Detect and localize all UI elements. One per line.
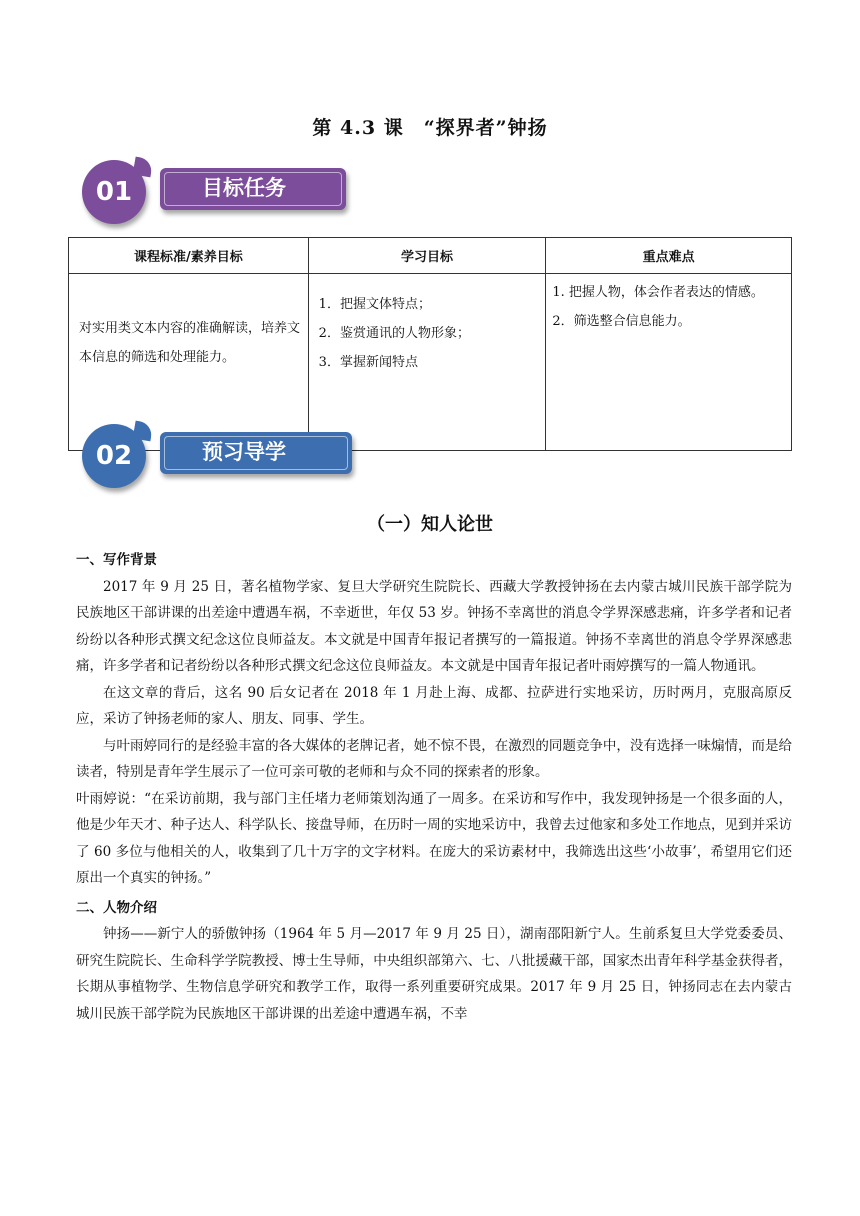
- background-paragraph: 2017 年 9 月 25 日，著名植物学家、复旦大学研究生院院长、西藏大学教授钟扬在去内蒙古城川民族干部学院为民族地区干部讲课的出差途中遭遇车祸，不幸逝世，年仅 53 岁。钟扬不幸离世的消息令学界深感悲痛，许多学者和记者纷纷以各种形式撰文纪念这位良师益友。本文就是中国青年报记者撰写的一篇报道。钟扬不幸离世的消息令学界深感悲痛，许多学者和记者纷纷以各种形式撰文纪念这位良师益友。本文就是中国青年报记者叶雨婷撰写的一篇人物通讯。: [76, 578, 792, 674]
- profile-paragraph: 钟扬——新宁人的骄傲钟扬（1964 年 5 月—2017 年 9 月 25 日），湖南邵阳新宁人。生前系复旦大学党委委员、研究生院院长、生命科学学院教授、博士生导师，中央组织部第六、七、八批援藏干部，国家杰出青年科学基金获得者，长期从事植物学、生物信息学研究和教学工作，取得一系列重要研究成果。2017 年 9 月 25 日，钟扬同志在去内蒙古城川民族干部学院为民族地区干部讲课的出差途中遭遇车祸，不幸: [76, 926, 792, 1022]
- background-paragraph: 在这文章的背后，这名 90 后女记者在 2018 年 1 月赴上海、成都、拉萨进行实地采访，历时两月，克服高原反应，采访了钟扬老师的家人、朋友、同事、学生。: [76, 684, 792, 727]
- background-paragraph: 叶雨婷说：“在采访前期，我与部门主任堵力老师策划沟通了一周多。在采访和写作中，我发现钟扬是一个很多面的人，他是少年天才、种子达人、科学队长、接盘导师，在历时一周的实地采访中，我曾去过他家和多处工作地点，见到并采访了 60 多位与他相关的人，收集到了几十万字的文字材料。在庞大的采访素材中，我筛选出这些‘小故事’，希望用它们还原出一个真实的钟扬。”: [76, 790, 792, 886]
- learning-goal-item: 2．鉴赏通讯的人物形象；: [318, 326, 470, 341]
- table-header-learning-goals: 学习目标: [308, 238, 546, 274]
- page-title: 第 4.3 课 “探界者”钟扬: [312, 117, 548, 139]
- background-paragraph: 与叶雨婷同行的是经验丰富的各大媒体的老牌记者，她不惊不畏，在激烈的同题竞争中，没有选择一味煽情，而是给读者，特别是青年学生展示了一位可亲可敬的老师和与众不同的探索者的形象。: [76, 737, 792, 780]
- background-heading: 一、写作背景: [76, 552, 157, 568]
- table-header-standard: 课程标准/素养目标: [69, 238, 309, 274]
- learning-goal-item: 1．把握文体特点；: [318, 297, 431, 312]
- profile-heading: 二、人物介绍: [76, 899, 157, 916]
- main-content: [76, 547, 792, 1027]
- goal-table: [68, 237, 792, 451]
- table-cell-learning-goals: [308, 274, 546, 451]
- learning-goal-item: 3．掌握新闻特点: [318, 355, 418, 370]
- banner-number: 01: [95, 177, 133, 207]
- banner-label: 目标任务: [160, 168, 346, 210]
- section-subtitle: （一）知人论世: [367, 514, 493, 535]
- table-cell-key-points: [546, 274, 792, 451]
- key-point-item: 2．筛选整合信息能力。: [552, 314, 691, 329]
- banner-number: 02: [95, 441, 133, 471]
- key-point-item: 1. 把握人物，体会作者表达的情感。: [552, 285, 764, 300]
- banner-label: 预习导学: [160, 432, 352, 474]
- table-header-key-points: 重点难点: [546, 238, 792, 274]
- table-cell-standard: 对实用类文本内容的准确解读，培养文本信息的筛选和处理能力。: [69, 274, 309, 451]
